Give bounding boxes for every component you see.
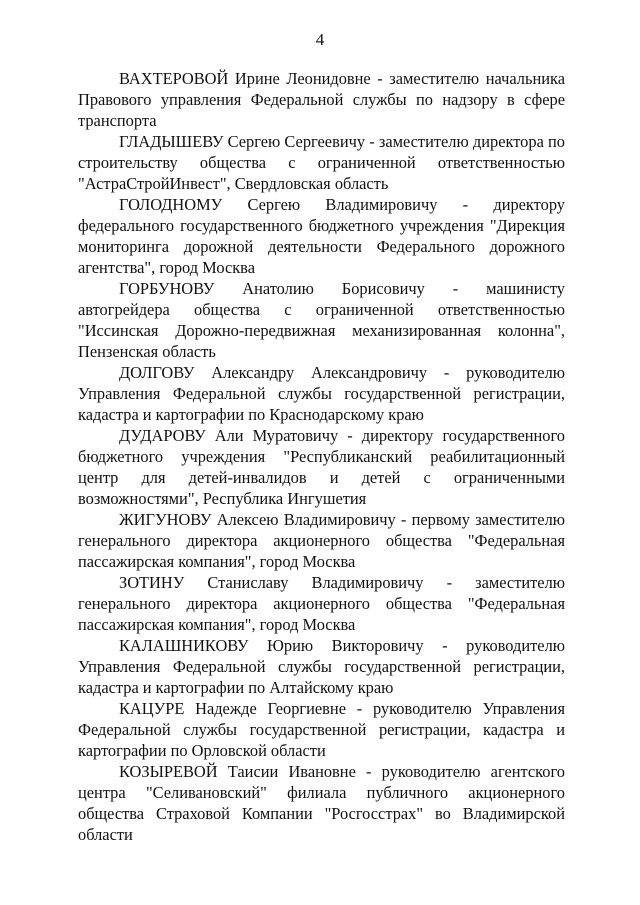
recipient-surname: ГОЛОДНОМУ xyxy=(119,195,223,214)
recipient-surname: КОЗЫРЕВОЙ xyxy=(119,762,218,781)
list-item xyxy=(78,761,565,845)
list-item xyxy=(78,509,565,572)
list-item xyxy=(78,572,565,635)
list-item xyxy=(78,425,565,509)
list-item xyxy=(78,131,565,194)
recipient-surname: ДУДАРОВУ xyxy=(119,426,206,445)
recipient-details: Алексею Владимировичу - первому заместителю генерального директора акционерного общества "Федеральная пассажирская компания", город Москва xyxy=(78,510,565,571)
list-item xyxy=(78,194,565,278)
recipient-details: Надежде Георгиевне - руководителю Управления Федеральной службы государственной регистрации, кадастра и картографии по Орловской области xyxy=(78,699,565,760)
recipient-surname: ГЛАДЫШЕВУ xyxy=(119,132,224,151)
recipient-surname: ВАХТЕРОВОЙ xyxy=(119,69,229,88)
recipient-details: Али Муратовичу - директору государственного бюджетного учреждения "Республиканский реабилитационный центр для детей-инвалидов и детей с ограниченными возможностями", Республика Ингушетия xyxy=(78,426,565,508)
recipient-details: Сергею Владимировичу - директору федерального государственного бюджетного учреждения "Дирекция мониторинга дорожной деятельности Федерального дорожного агентства", город Москва xyxy=(78,195,565,277)
recipient-details: Таисии Ивановне - руководителю агентского центра "Селивановский" филиала публичного акционерного общества Страховой Компании "Росгосстрах" во Владимирской области xyxy=(78,762,565,844)
list-item xyxy=(78,635,565,698)
recipient-details: Анатолию Борисовичу - машинисту автогрейдера общества с ограниченной ответственностью "Иссинская Дорожно-передвижная механизированная колонна", Пензенская область xyxy=(78,279,565,361)
list-item xyxy=(78,362,565,425)
recipient-surname: ЖИГУНОВУ xyxy=(119,510,212,529)
page-number: 4 xyxy=(315,30,325,49)
recipient-surname: ДОЛГОВУ xyxy=(119,363,195,382)
award-list xyxy=(78,68,565,845)
recipient-details: Ирине Леонидовне - заместителю начальника Правового управления Федеральной службы по надзору в сфере транспорта xyxy=(78,69,565,130)
recipient-details: Александру Александровичу - руководителю Управления Федеральной службы государственной регистрации, кадастра и картографии по Краснодарскому краю xyxy=(78,363,565,424)
recipient-surname: КАЛАШНИКОВУ xyxy=(119,636,249,655)
list-item xyxy=(78,278,565,362)
recipient-details: Юрию Викторовичу - руководителю Управления Федеральной службы государственной регистрации, кадастра и картографии по Алтайскому краю xyxy=(78,636,565,697)
recipient-details: Станиславу Владимировичу - заместителю генерального директора акционерного общества "Федеральная пассажирская компания", город Москва xyxy=(78,573,565,634)
recipient-surname: КАЦУРЕ xyxy=(119,699,185,718)
recipient-surname: ЗОТИНУ xyxy=(119,573,185,592)
recipient-details: Сергею Сергеевичу - заместителю директора по строительству общества с ограниченной ответственностью "АстраСтройИнвест", Свердловская область xyxy=(78,132,565,193)
list-item xyxy=(78,698,565,761)
recipient-surname: ГОРБУНОВУ xyxy=(119,279,215,298)
list-item xyxy=(78,68,565,131)
